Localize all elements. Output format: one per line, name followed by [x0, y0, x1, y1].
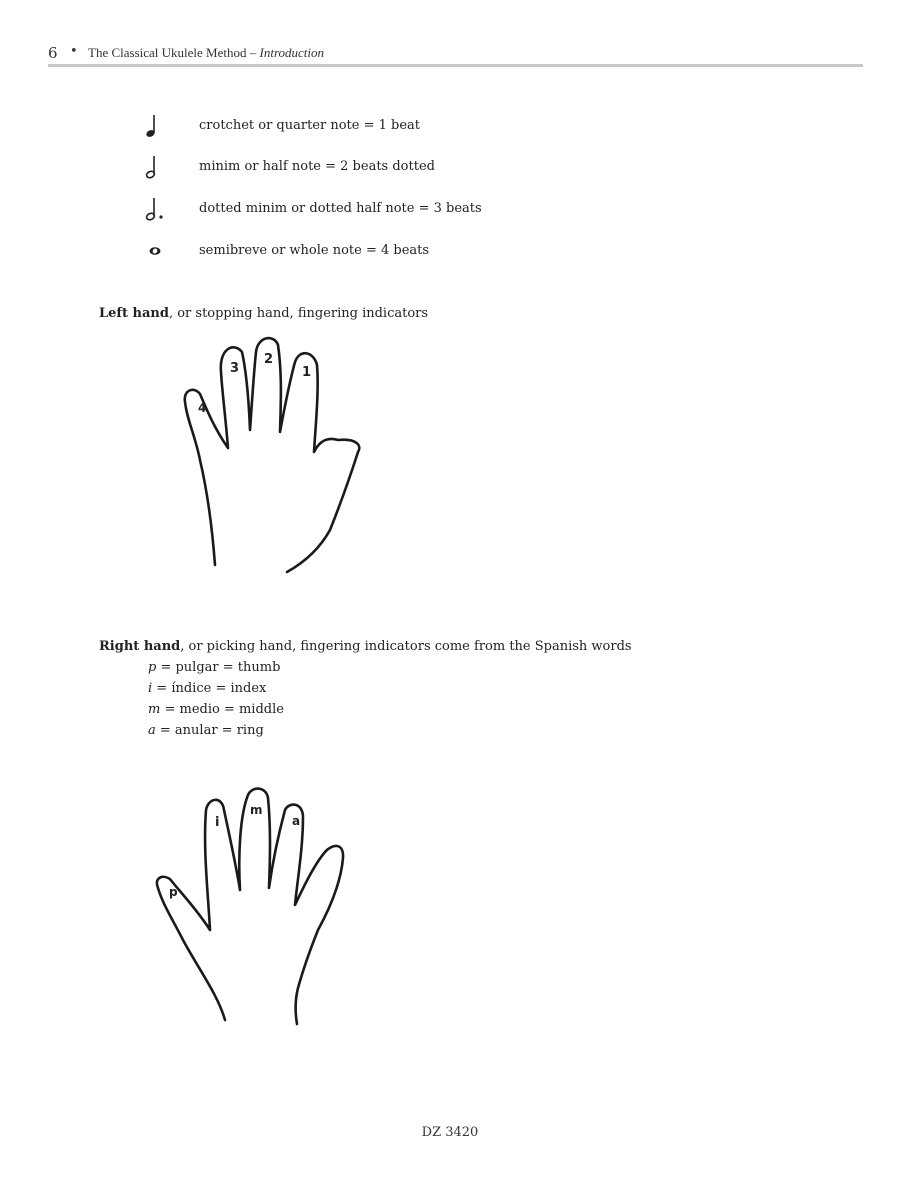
note-description: dotted minim or dotted half note = 3 beats — [199, 201, 482, 216]
book-title: The Classical Ukulele Method – — [88, 45, 260, 60]
note-description: semibreve or whole note = 4 beats — [199, 243, 430, 258]
finger-label: a — [292, 814, 301, 828]
finger-definition — [148, 723, 264, 738]
left-hand-heading-bold: Left hand — [99, 306, 169, 321]
section-name: Introduction — [259, 45, 325, 60]
quarter-note-icon — [140, 112, 164, 142]
header-rule — [48, 64, 863, 67]
note-value-row — [140, 195, 640, 225]
finger-label: p — [169, 885, 178, 899]
finger-meaning: = medio = middle — [160, 702, 284, 717]
note-description: minim or half note = 2 beats dotted — [199, 159, 435, 174]
note-description: crotchet or quarter note = 1 beat — [199, 118, 421, 133]
finger-definition — [148, 681, 266, 696]
finger-letter: m — [148, 702, 161, 717]
finger-label: i — [215, 815, 220, 830]
finger-label: 1 — [302, 365, 312, 380]
half-note-icon — [140, 153, 164, 183]
header-separator: • — [70, 44, 78, 59]
page-footer — [0, 1125, 900, 1140]
whole-note-icon — [140, 237, 164, 267]
left-hand-heading — [99, 306, 428, 321]
finger-meaning: = pulgar = thumb — [156, 660, 281, 675]
note-value-row — [140, 112, 640, 142]
running-title — [88, 45, 324, 61]
finger-definition — [148, 702, 284, 717]
finger-label: 4 — [198, 401, 207, 415]
dotted-half-note-icon — [140, 195, 170, 225]
finger-letter: p — [148, 660, 157, 675]
finger-meaning: = anular = ring — [155, 723, 264, 738]
left-hand-drawing — [170, 330, 380, 590]
page-number: 6 — [48, 44, 58, 62]
finger-meaning: = índice = index — [152, 681, 267, 696]
right-hand-heading-text: , or picking hand, fingering indicators come from the Spanish words — [180, 639, 632, 654]
finger-definition — [148, 660, 280, 675]
note-value-row — [140, 153, 640, 183]
note-value-row — [140, 237, 640, 267]
finger-letter: a — [148, 723, 156, 738]
finger-letter: i — [148, 681, 153, 696]
right-hand-heading — [99, 639, 632, 654]
catalog-code: DZ 3420 — [421, 1125, 479, 1140]
finger-label: m — [250, 803, 263, 817]
left-hand-heading-text: , or stopping hand, fingering indicators — [168, 306, 429, 321]
finger-label: 2 — [264, 352, 274, 367]
finger-label: 3 — [230, 361, 240, 376]
right-hand-drawing — [148, 780, 358, 1040]
right-hand-heading-bold: Right hand — [99, 639, 181, 654]
